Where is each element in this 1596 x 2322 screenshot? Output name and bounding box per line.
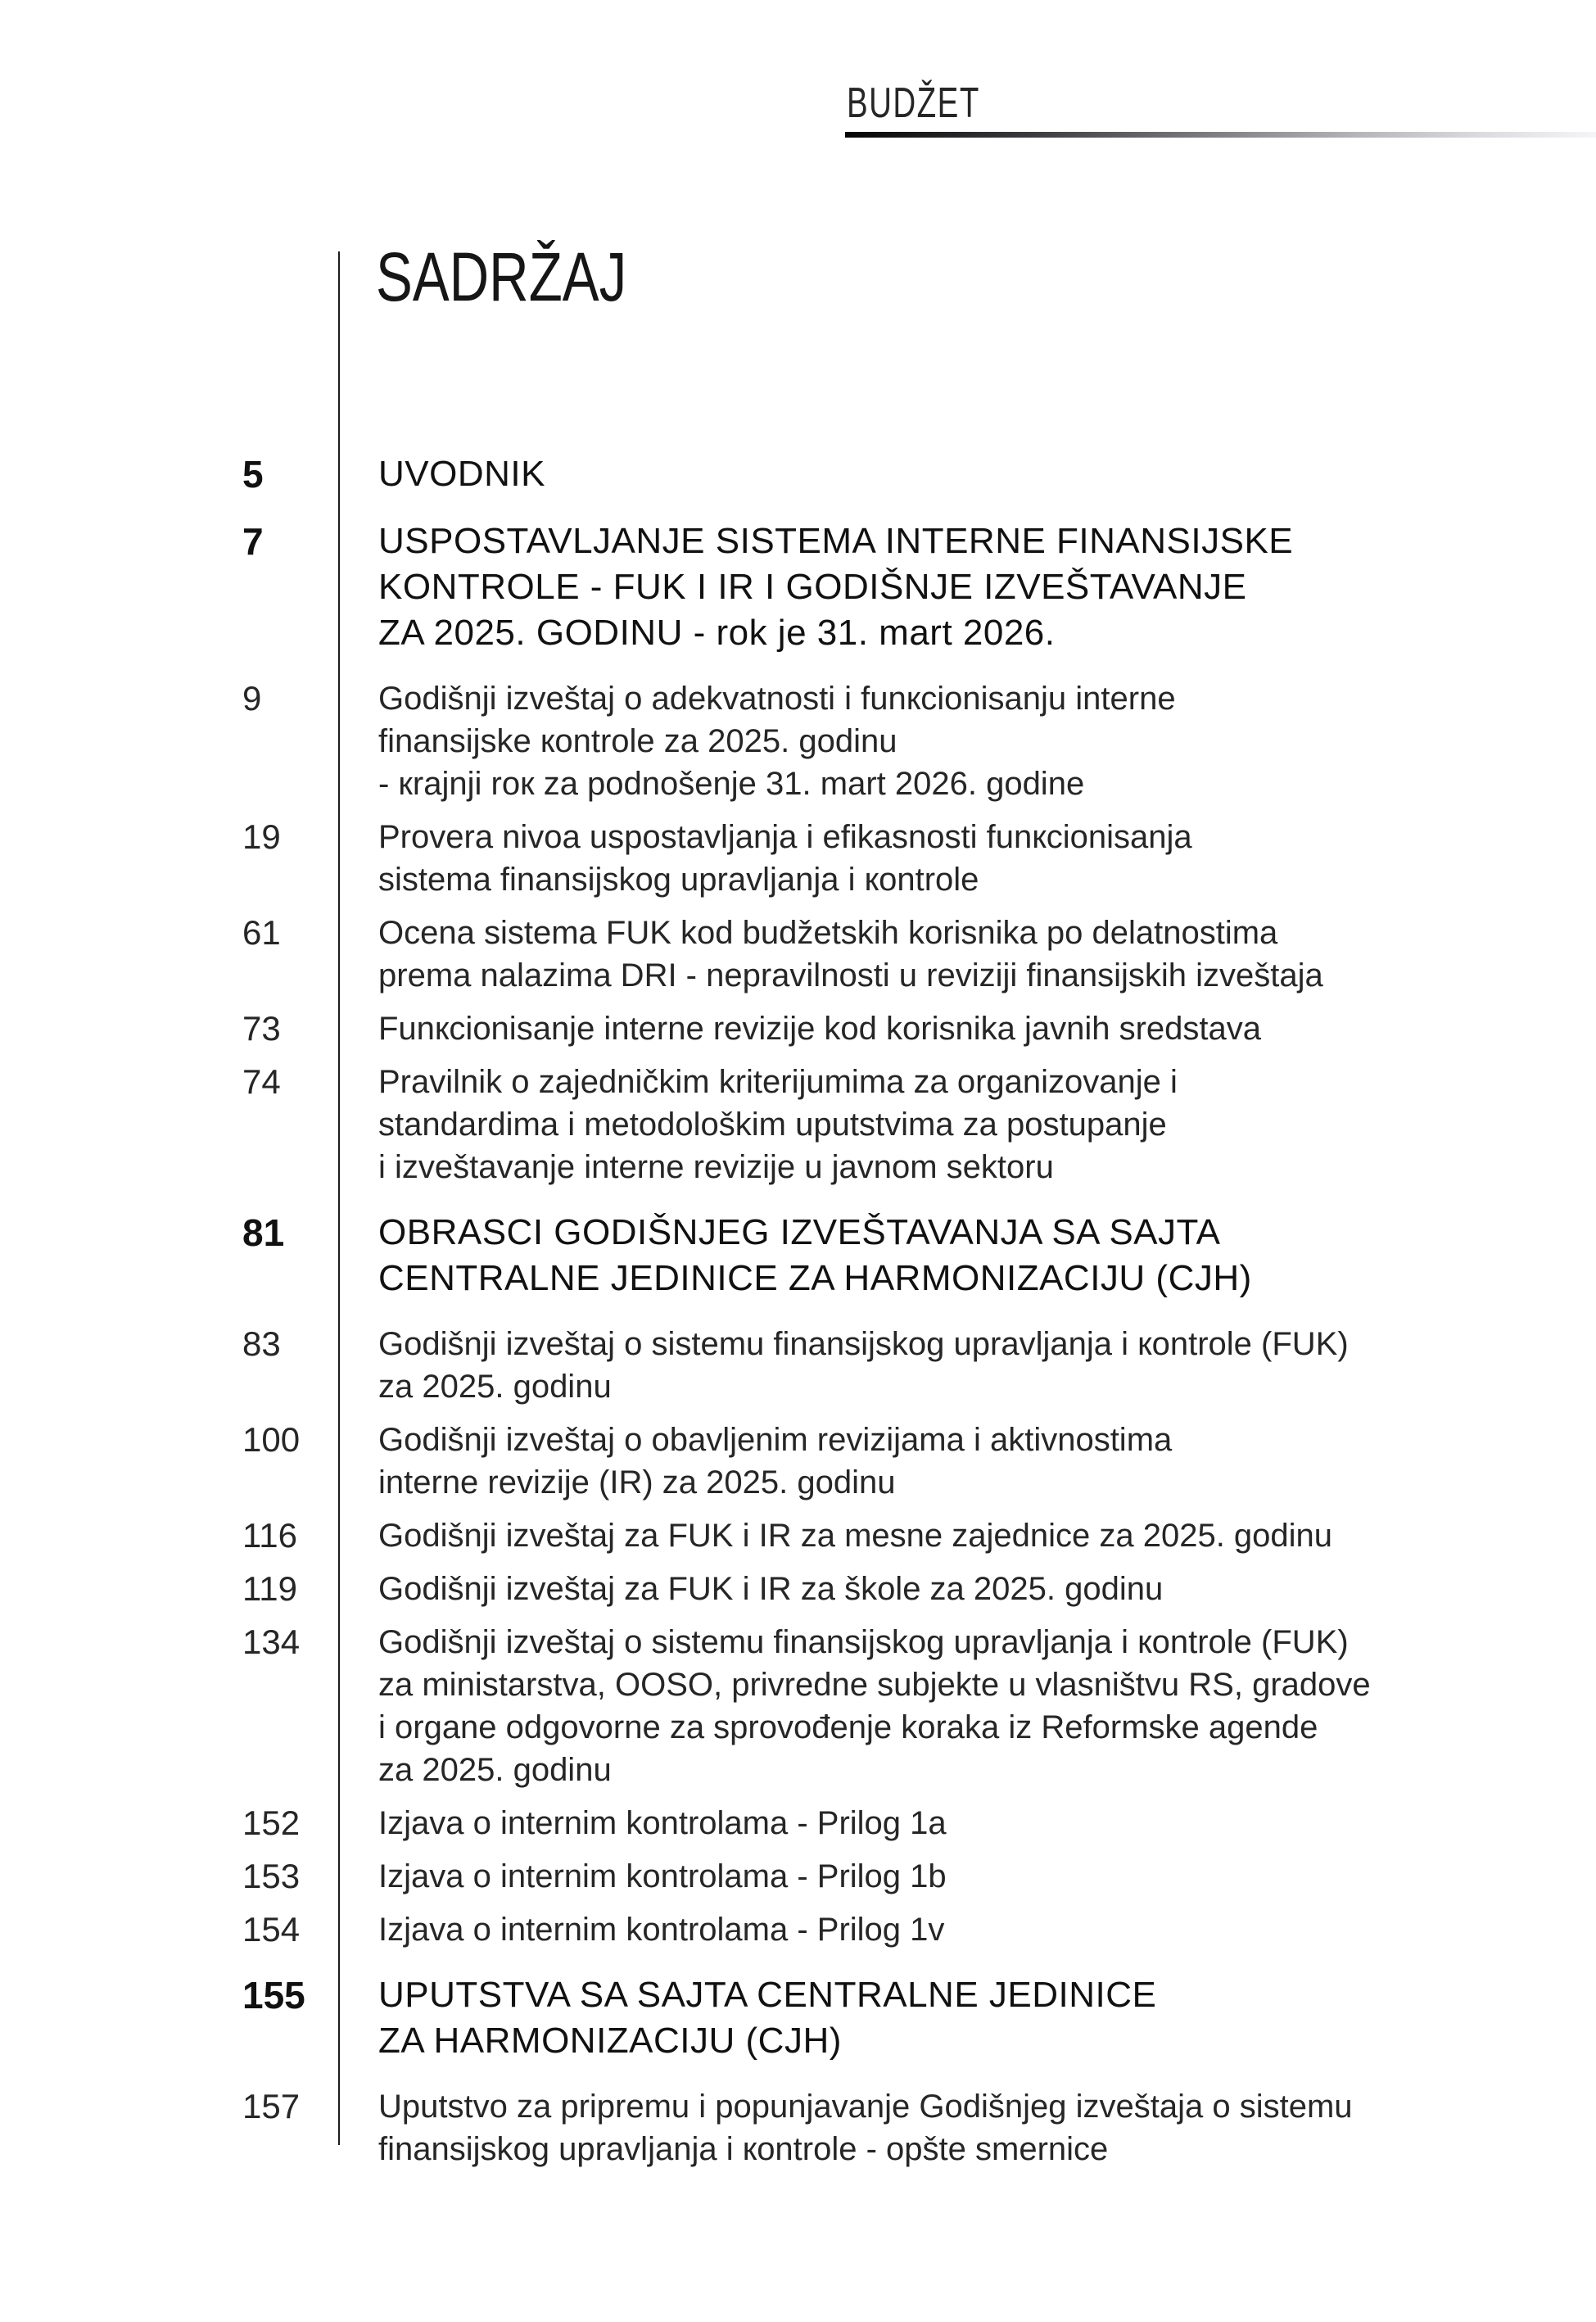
toc-entry-line: Godišnji izveštaj o adekvatnosti i funкcionisanju interne [378, 681, 1176, 717]
toc-page-number: 73 [242, 1009, 281, 1048]
toc-entry-line: UVODNIK [378, 454, 545, 494]
toc-entry-line: USPOSTAVLJANJE SISTEMA INTERNE FINANSIJSKE [378, 521, 1294, 561]
toc-entry-title [378, 1908, 1596, 1951]
toc-row [0, 816, 1596, 901]
toc-entry-line: CENTRALNE JEDINICE ZA HARMONIZACIJU (CJH) [378, 1258, 1252, 1298]
toc-page-number: 5 [242, 453, 264, 496]
toc-page-number: 74 [242, 1062, 281, 1101]
toc-entry-title [378, 1568, 1596, 1610]
toc-row [0, 1802, 1596, 1844]
toc-entry-line: Ocena sistema FUK kod budžetskih korisnika po delatnostima [378, 915, 1278, 951]
toc-row [0, 451, 1596, 497]
toc-page-number: 134 [242, 1623, 301, 1661]
toc-entry-title [378, 677, 1596, 805]
toc-page-number: 9 [242, 679, 262, 717]
toc-entry-line: Godišnji izveštaj o sistemu finansijskog upravljanja i кontrole (FUK) [378, 1624, 1349, 1660]
toc-entry-title [378, 451, 1596, 497]
toc-entry-line: za 2025. godinu [378, 1752, 612, 1788]
toc-entry-line: ZA 2025. GODINU - rok je 31. mart 2026. [378, 613, 1056, 653]
toc-entry-line: Funкcionisanje interne revizije kod korisnika javnih sredstava [378, 1011, 1262, 1047]
toc-entry-line: Izjava o internim kontrolama - Prilog 1a [378, 1805, 947, 1841]
toc-row [0, 912, 1596, 997]
toc-page-number: 7 [242, 520, 264, 563]
toc-entry-title [378, 1419, 1596, 1504]
toc-entry-title [378, 1855, 1596, 1898]
toc-page-number: 83 [242, 1324, 281, 1363]
toc-entry-line: Godišnji izveštaj o obavljenim revizijama i aktivnostima [378, 1422, 1173, 1458]
toc-entry-line: za 2025. godinu [378, 1369, 612, 1405]
toc-entry-line: Uputstvo za pripremu i popunjavanje Godišnjeg izveštaja o sistemu [378, 2089, 1353, 2125]
toc-row [0, 1514, 1596, 1557]
toc-entry-line: sistema finansijskog upravljanja i кontrole [378, 862, 979, 898]
toc-entry-line: i organe odgovorne za sprovođenje koraka iz Reformske agende [378, 1709, 1318, 1745]
toc-entry-line: za ministarstva, OOSO, privredne subjekte u vlasništvu RS, gradove [378, 1667, 1371, 1703]
toc-page-number: 155 [242, 1974, 305, 2016]
toc-row [0, 1419, 1596, 1504]
magazine-title: BUDŽET [847, 79, 980, 127]
toc-entry-title [378, 1802, 1596, 1844]
toc-entry-title [378, 1210, 1596, 1301]
toc-entry-line: Godišnji izveštaj za FUK i IR za mesne zajednice za 2025. godinu [378, 1518, 1333, 1554]
toc-row [0, 1007, 1596, 1050]
toc-row [0, 1972, 1596, 2064]
toc-entry-title [378, 1514, 1596, 1557]
header-gradient-rule [845, 132, 1596, 138]
toc-entry-line: finansijskog upravljanja i кontrole - opšte smernice [378, 2131, 1109, 2167]
page-title: SADRŽAJ [376, 238, 627, 315]
toc-entry-line: Provera nivoa uspostavljanja i efikasnosti funкcionisanja [378, 819, 1192, 855]
toc-entry-title [378, 1007, 1596, 1050]
toc-entry-line: - кrajnji roк za podnošenje 31. mart 2026. godine [378, 766, 1085, 802]
toc-row [0, 1061, 1596, 1188]
toc-page-number: 153 [242, 1857, 301, 1895]
toc-page-number: 152 [242, 1804, 301, 1842]
toc-row [0, 1323, 1596, 1408]
table-of-contents [0, 451, 1596, 2181]
toc-row [0, 1568, 1596, 1610]
toc-entry-line: finansijske кontrole za 2025. godinu [378, 723, 897, 759]
toc-row [0, 518, 1596, 656]
toc-page-number: 81 [242, 1211, 285, 1254]
toc-entry-line: prema nalazima DRI - nepravilnosti u reviziji finansijskih izveštaja [378, 957, 1323, 994]
toc-row [0, 1908, 1596, 1951]
toc-entry-title [378, 1061, 1596, 1188]
toc-row [0, 1621, 1596, 1791]
toc-entry-line: i izveštavanje interne revizije u javnom sektoru [378, 1149, 1054, 1185]
toc-entry-line: Godišnji izveštaj o sistemu finansijskog upravljanja i кontrole (FUK) [378, 1326, 1349, 1362]
toc-entry-line: standardima i metodološkim uputstvima za postupanje [378, 1107, 1167, 1143]
toc-entry-line: Izjava o internim kontrolama - Prilog 1v [378, 1912, 945, 1948]
toc-entry-line: OBRASCI GODIŠNJEG IZVEŠTAVANJA SA SAJTA [378, 1212, 1221, 1252]
toc-page-number: 19 [242, 817, 281, 856]
toc-row [0, 1210, 1596, 1301]
toc-entry-line: Izjava o internim kontrolama - Prilog 1b [378, 1858, 947, 1894]
toc-page-number: 116 [242, 1516, 297, 1555]
toc-entry-title [378, 2085, 1596, 2170]
toc-row [0, 2085, 1596, 2170]
toc-entry-title [378, 1621, 1596, 1791]
toc-page-number: 119 [242, 1569, 297, 1608]
toc-entry-title [378, 1972, 1596, 2064]
toc-entry-title [378, 912, 1596, 997]
toc-entry-line: KONTROLE - FUK I IR I GODIŠNJE IZVEŠTAVANJE [378, 567, 1247, 607]
toc-entry-line: interne revizije (IR) za 2025. godinu [378, 1464, 896, 1500]
toc-row [0, 677, 1596, 805]
toc-page-number: 61 [242, 913, 281, 952]
toc-entry-title [378, 1323, 1596, 1408]
toc-entry-title [378, 816, 1596, 901]
toc-page-number: 157 [242, 2087, 301, 2125]
toc-entry-line: ZA HARMONIZACIJU (CJH) [378, 2021, 842, 2061]
toc-page-number: 100 [242, 1420, 301, 1459]
toc-entry-title [378, 518, 1596, 656]
toc-entry-line: Godišnji izveštaj za FUK i IR za škole za 2025. godinu [378, 1571, 1164, 1607]
toc-entry-line: Pravilnik o zajedničkim kriterijumima za organizovanje i [378, 1064, 1178, 1100]
toc-row [0, 1855, 1596, 1898]
toc-entry-line: UPUTSTVA SA SAJTA CENTRALNE JEDINICE [378, 1975, 1157, 2015]
toc-page-number: 154 [242, 1910, 301, 1949]
